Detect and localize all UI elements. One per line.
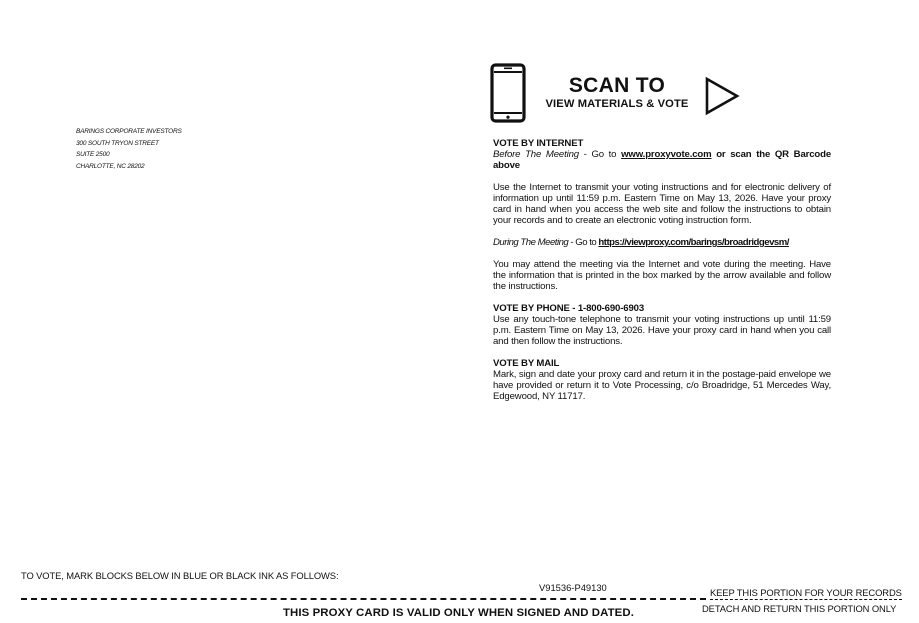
vote-mail-body: Mark, sign and date your proxy card and return it in the postage-paid envelope we have provided or return it to Vote Processing, c/o Broadridge, 51 Mercedes Way, Edgewood, NY 11717. — [493, 369, 831, 402]
detach-portion-label: DETACH AND RETURN THIS PORTION ONLY — [702, 603, 897, 614]
smartphone-icon — [490, 63, 526, 123]
address-line-4: CHARLOTTE, NC 28202 — [76, 162, 145, 170]
vote-internet-body: Use the Internet to transmit your voting instructions and for electronic delivery of information up until 11:59 p.m. Eastern Time on May 13, 2026. Have your proxy card in hand when you access the web site and follow the instructions to obtain your records and to create an electronic voting instruction form. — [493, 182, 831, 226]
proxyvote-link[interactable]: www.proxyvote.com — [621, 149, 712, 160]
scan-subtitle: VIEW MATERIALS & VOTE — [545, 98, 689, 110]
address-line-3: SUITE 2500 — [76, 151, 110, 159]
vote-internet-during-body: You may attend the meeting via the Internet and vote during the meeting. Have the information that is printed in the box marked by the arrow available and follow the instructions. — [493, 259, 831, 292]
voting-instructions — [493, 138, 831, 402]
vote-mail-heading: VOTE BY MAIL — [493, 358, 560, 369]
during-meeting-label: During The Meeting — [493, 237, 569, 248]
before-meeting-label: Before The Meeting — [493, 149, 579, 160]
vote-internet-during — [493, 237, 831, 248]
mark-instructions: TO VOTE, MARK BLOCKS BELOW IN BLUE OR BLACK INK AS FOLLOWS: — [21, 570, 339, 581]
address-line-2: 300 SOUTH TRYON STREET — [76, 139, 159, 147]
during-separator: - Go to — [568, 237, 599, 248]
viewproxy-link[interactable]: https://viewproxy.com/barings/broadridgevsm/ — [598, 237, 789, 248]
play-arrow-icon — [704, 76, 740, 116]
before-separator: - Go to — [578, 149, 622, 160]
valid-notice: THIS PROXY CARD IS VALID ONLY WHEN SIGNED AND DATED. — [283, 607, 634, 619]
before-tail: or scan the QR Barcode above — [493, 149, 832, 171]
control-number: V91536-P49130 — [539, 582, 607, 593]
vote-phone-body: Use any touch-tone telephone to transmit your voting instructions up until 11:59 p.m. Eastern Time on May 13, 2026. Have your proxy card in hand when you call and then follow the instructions. — [493, 314, 831, 347]
scan-title: SCAN TO — [568, 74, 666, 97]
address-line-1: BARINGS CORPORATE INVESTORS — [76, 128, 182, 135]
detach-line — [21, 598, 706, 600]
vote-internet-before — [493, 149, 831, 171]
vote-phone-heading: VOTE BY PHONE - 1-800-690-6903 — [493, 303, 645, 314]
keep-portion-label: KEEP THIS PORTION FOR YOUR RECORDS — [710, 587, 902, 598]
mailing-address — [76, 126, 182, 172]
vote-internet-heading: VOTE BY INTERNET — [493, 138, 584, 149]
